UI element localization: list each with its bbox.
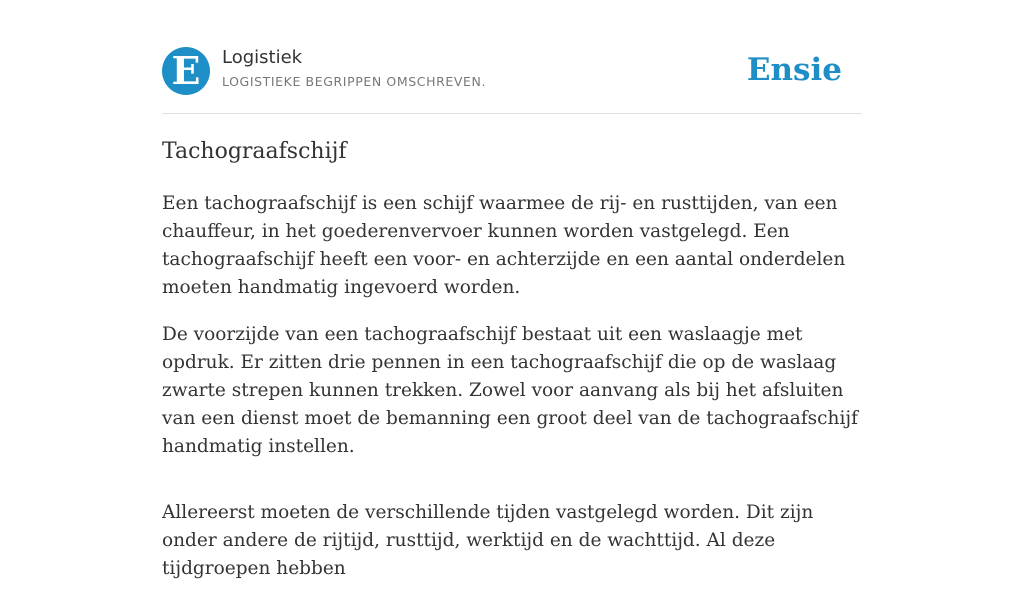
site-header [162, 46, 862, 96]
article-body [162, 190, 862, 602]
paragraph: De voorzijde van een tachograafschijf bestaat uit een waslaagje met opdruk. Er zitten drie pennen in een tachograafschijf die op de waslaag zwarte strepen kunnen trekken. Zowel voor aanvang als bij het afsluiten van een dienst moet de bemanning een groot deel van de tachograafschijf handmatig instellen. [162, 324, 858, 457]
site-tagline: LOGISTIEKE BEGRIPPEN OMSCHREVEN. [222, 74, 487, 89]
site-logo[interactable]: E [162, 47, 210, 95]
brand-logo[interactable]: Ensie [746, 52, 842, 88]
header-divider [162, 113, 862, 114]
paragraph: Een tachograafschijf is een schijf waarmee de rij- en rusttijden, van een chauffeur, in het goederenvervoer kunnen worden vastgelegd. Een tachograafschijf heeft een voor- en achterzijde en een aantal onderdelen moeten handmatig ingevoerd worden. [162, 193, 846, 298]
article-title: Tachograafschijf [162, 139, 347, 164]
paragraph: Allereerst moeten de verschillende tijden vastgelegd worden. Dit zijn onder andere de rijtijd, rusttijd, werktijd en de wachttijd. Al deze tijdgroepen hebben [162, 502, 814, 579]
site-title[interactable]: Logistiek [222, 47, 303, 68]
